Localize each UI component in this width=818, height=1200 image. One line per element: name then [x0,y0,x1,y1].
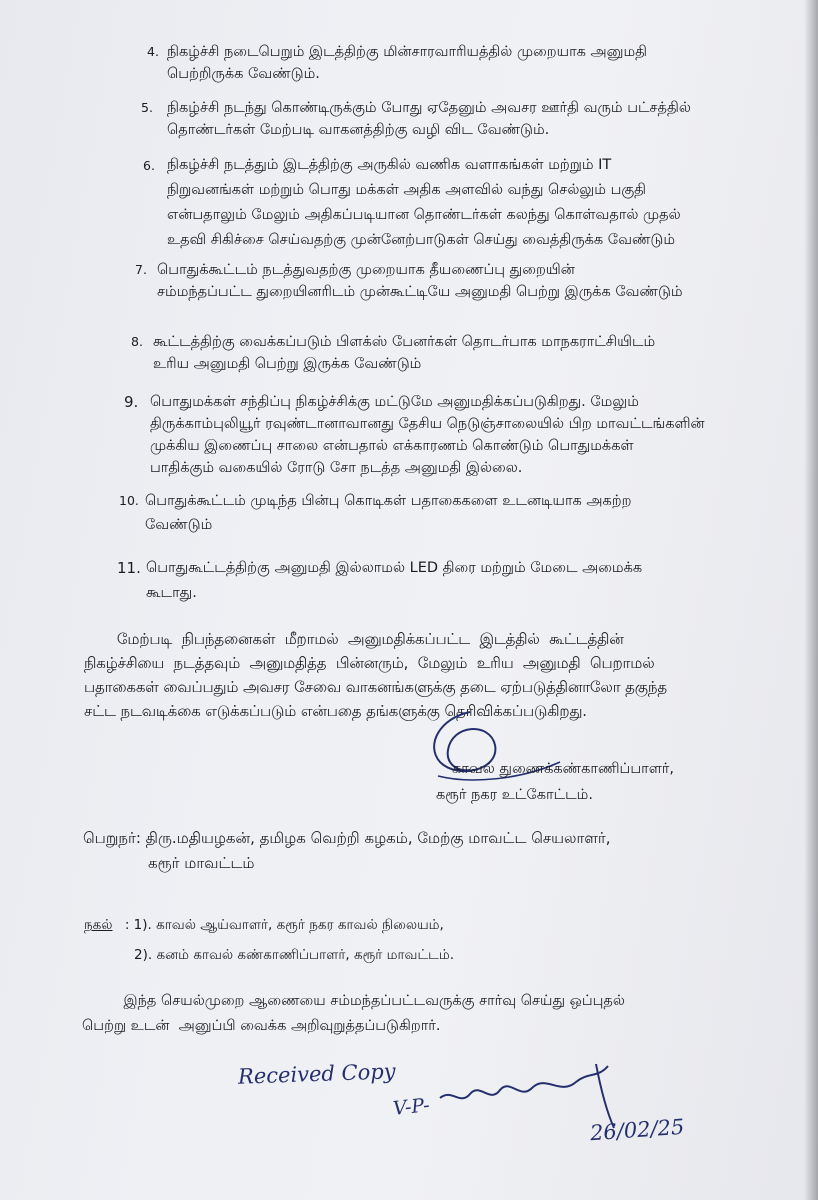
condition-line: பாதிக்கும் வகையில் ரோடு சோ நடத்த அனுமதி இல்லை. [150,460,523,476]
paragraph-line: நிகழ்ச்சியை நடத்தவும் அனுமதித்த பின்னரும், மேலும் உரிய அனுமதி பெறாமல் [84,655,655,672]
condition-line: திருக்காம்புலியூர் ரவுண்டானாவானது தேசிய நெடுஞ்சாலையில் பிற மாவட்டங்களின் [150,416,705,432]
condition-line: தொண்டர்கள் மேற்படி வாகனத்திற்கு வழி விட வேண்டும். [167,122,550,138]
condition-line: நிகழ்ச்சி நடத்தும் இடத்திற்கு அருகில் வணிக வளாகங்கள் மற்றும் IT [167,157,612,173]
copy-to-line: 2). கனம் காவல் கண்காணிப்பாளர், கரூர் மாவட்டம். [134,947,455,963]
condition-line: பொதுகூட்டத்திற்கு அனுமதி இல்லாமல் LED திரை மற்றும் மேடை அமைக்க [146,560,643,576]
copy-to-block [84,910,454,970]
condition-line: கூடாது. [146,585,197,601]
recipient-line: திரு.மதியழகன், தமிழக வெற்றி கழகம், மேற்கு மாவட்ட செயலாளர், [145,829,611,847]
condition-line: பொதுக்கூட்டம் முடிந்த பின்பு கொடிகள் பதாகைகளை உடனடியாக அகற்ற [145,493,632,509]
condition-line: பொதுமக்கள் சந்திப்பு நிகழ்ச்சிக்கு மட்டுமே அனுமதிக்கப்படுகிறது. மேலும் [150,394,639,410]
page-edge-shadow [804,0,818,1200]
paragraph-line: மேற்படி நிபந்தனைகள் மீறாமல் அனுமதிக்கப்பட்ட இடத்தில் கூட்டத்தின் [84,631,624,648]
condition-number: 8. [131,334,143,349]
paragraph-line: இந்த செயல்முறை ஆணையை சம்மந்தப்பட்டவருக்கு சார்வு செய்து ஒப்புதல் [82,993,625,1009]
condition-line: உதவி சிகிச்சை செய்வதற்கு முன்னேற்பாடுகள் செய்து வைத்திருக்க வேண்டும் [167,232,676,248]
condition-number: 7. [135,262,147,277]
handwritten-name: V-P- [391,1094,431,1120]
condition-line: உரிய அனுமதி பெற்று இருக்க வேண்டும் [153,356,422,372]
condition-line: கூட்டத்திற்கு வைக்கப்படும் பிளக்ஸ் பேனர்கள் தொடர்பாக மாநகராட்சியிடம் [153,334,656,350]
signatory-designation: காவல் துணைக்கண்காணிப்பாளர், [452,761,674,777]
closing-paragraph [84,628,667,724]
paragraph-line: பதாகைகள் வைப்பதும் அவசர சேவை வாகனங்களுக்கு தடை ஏற்படுத்தினாலோ தகுந்த [84,679,667,696]
paragraph-line: சட்ட நடவடிக்கை எடுக்கப்படும் என்பதை தங்களுக்கு தெரிவிக்கப்படுகிறது. [84,703,587,720]
condition-line: என்பதாலும் மேலும் அதிகப்படியான தொண்டர்கள் கலந்து கொள்வதால் முதல் [167,207,681,223]
recipient-label: பெறுநர்: [83,829,141,847]
signatory-office: கரூர் நகர உட்கோட்டம். [436,787,593,803]
condition-line: பெற்றிருக்க வேண்டும். [167,66,320,82]
condition-number: 10. [119,493,139,508]
signatory-block [436,756,674,808]
instruction-paragraph [82,989,625,1039]
condition-line: சம்மந்தப்பட்ட துறையினரிடம் முன்கூட்டியே அனுமதி பெற்று இருக்க வேண்டும் [157,284,683,300]
condition-line: முக்கிய இணைப்பு சாலை என்பதால் எக்காரணம் கொண்டும் பொதுமக்கள் [150,438,634,454]
copy-to-line: : 1). காவல் ஆய்வாளர், கரூர் நகர காவல் நிலையம், [124,917,444,933]
condition-line: வேண்டும் [145,517,213,533]
condition-line: நிகழ்ச்சி நடைபெறும் இடத்திற்கு மின்சாரவாரியத்தில் முறையாக அனுமதி [167,44,648,60]
recipient-line: கரூர் மாவட்டம் [148,854,255,872]
condition-line: பொதுக்கூட்டம் நடத்துவதற்கு முறையாக தீயணைப்பு துறையின் [157,262,575,278]
handwritten-date: 26/02/25 [589,1114,686,1146]
condition-line: நிறுவனங்கள் மற்றும் பொது மக்கள் அதிக அளவில் வந்து செல்லும் பகுதி [167,182,647,198]
condition-number: 5. [141,100,153,115]
condition-number: 9. [124,393,139,411]
copy-to-label: நகல் [84,917,113,933]
condition-number: 4. [147,44,159,59]
condition-number: 11. [117,559,141,577]
paragraph-line: பெற்று உடன் அனுப்பி வைக்க அறிவுறுத்தப்படுகிறார். [82,1018,441,1034]
condition-number: 6. [143,158,155,173]
condition-line: நிகழ்ச்சி நடந்து கொண்டிருக்கும் போது ஏதேனும் அவசர ஊர்தி வரும் பட்சத்தில் [167,100,691,116]
handwritten-received-copy: Received Copy [237,1059,396,1089]
recipient-block [83,826,610,876]
